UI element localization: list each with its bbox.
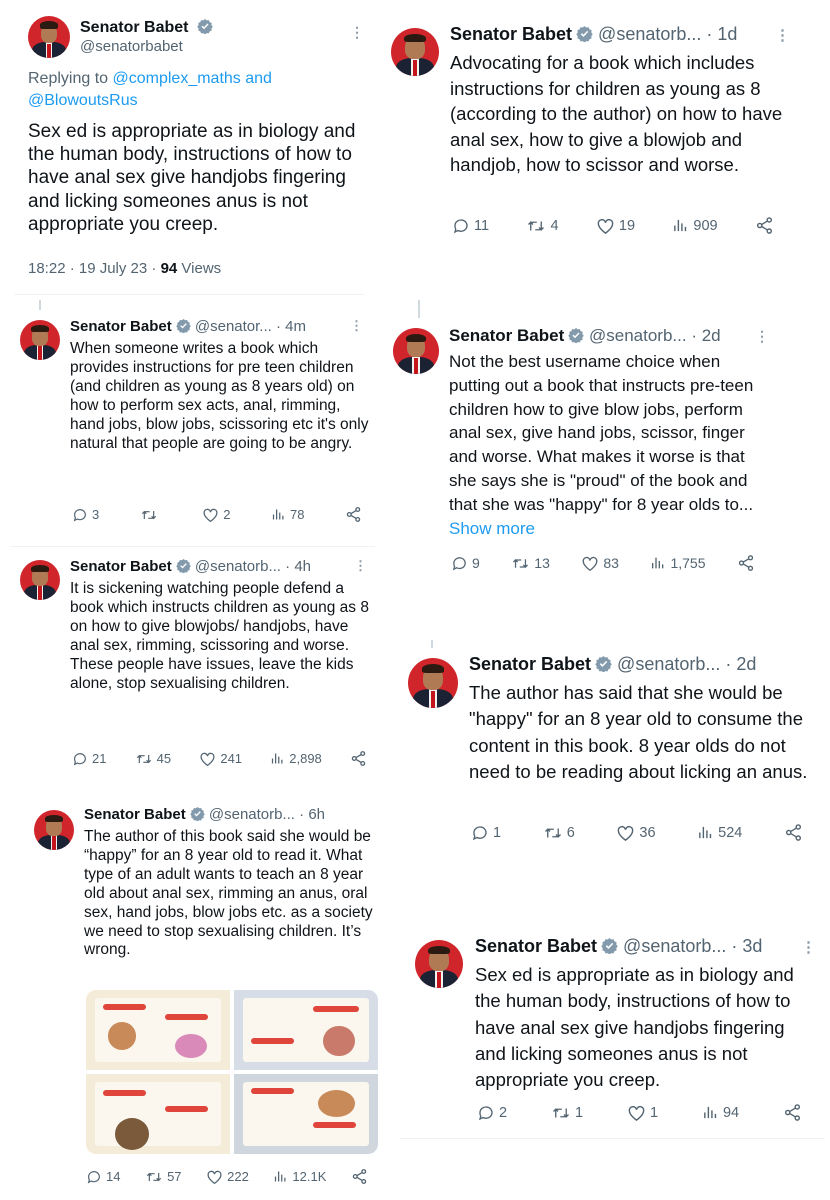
share-icon xyxy=(737,554,755,572)
tweet-text: Sex ed is appropriate as in biology and the human body, instructions of how to have anal sex give handjobs fingering and licking someones anus is not appropriate you creep. xyxy=(475,964,794,1091)
reply-button[interactable] xyxy=(451,555,480,572)
views-icon xyxy=(672,217,689,234)
author-name[interactable]: Senator Babet xyxy=(450,24,573,44)
tweet-time[interactable]: · 4h xyxy=(285,558,312,575)
tweet-card[interactable] xyxy=(385,12,825,252)
like-button[interactable] xyxy=(199,751,242,767)
views-icon xyxy=(697,824,714,841)
like-count: 2 xyxy=(223,507,231,522)
reply-count: 14 xyxy=(106,1169,121,1184)
tweet-time[interactable]: · 2d xyxy=(725,654,757,674)
share-button[interactable] xyxy=(351,1168,368,1185)
view-count: 94 xyxy=(160,260,178,277)
like-button[interactable] xyxy=(581,555,619,572)
author-name[interactable]: Senator Babet xyxy=(475,936,598,956)
verified-badge-icon xyxy=(568,327,584,348)
share-icon xyxy=(350,750,367,767)
like-button[interactable] xyxy=(596,217,635,235)
retweet-icon xyxy=(543,824,563,842)
view-count: 78 xyxy=(290,507,305,522)
retweet-count: 57 xyxy=(167,1169,182,1184)
tweet-time[interactable]: · 4m xyxy=(275,318,306,335)
author-name[interactable]: Senator Babet xyxy=(449,326,565,345)
reply-button[interactable] xyxy=(72,507,99,523)
tweet-actions xyxy=(452,216,774,235)
author-name[interactable]: Senator Babet xyxy=(70,318,172,335)
avatar[interactable] xyxy=(391,28,439,76)
author-name[interactable]: Senator Babet xyxy=(80,19,189,36)
reply-count: 9 xyxy=(472,555,480,571)
avatar[interactable] xyxy=(34,810,74,850)
retweet-icon xyxy=(140,507,158,523)
media-image[interactable] xyxy=(234,1074,378,1154)
reply-count: 3 xyxy=(92,507,100,522)
tweet-text: When someone writes a book which provides instructions for pre teen children (and children as young as 8 years old) on how to perform sex acts, anal, rimming, hand jobs, blow jobs, scissoring etc it's only natural that people are going to be angry. xyxy=(70,340,369,452)
tweet-text: Advocating for a book which includes instructions for children as young as 8 (according to the author) on how to have anal sex, how to give a blowjob and handjob, how to scissor and worse. xyxy=(450,52,783,176)
reply-count: 1 xyxy=(493,824,502,841)
like-count: 222 xyxy=(227,1169,249,1184)
retweet-icon xyxy=(551,1104,571,1122)
tweet-time[interactable]: · 3d xyxy=(731,936,763,956)
views-button[interactable] xyxy=(650,555,705,571)
reply-icon xyxy=(72,507,88,523)
views-icon xyxy=(270,751,285,766)
author-handle[interactable]: @senatorb... xyxy=(194,558,281,575)
share-button[interactable] xyxy=(350,750,367,767)
tweet-card[interactable] xyxy=(10,550,375,775)
heart-icon xyxy=(616,824,635,842)
retweet-icon xyxy=(135,751,153,767)
author-name[interactable]: Senator Babet xyxy=(469,654,592,674)
like-button[interactable] xyxy=(627,1104,658,1122)
share-icon xyxy=(755,216,774,235)
verified-badge-icon xyxy=(576,25,593,47)
tweet-card[interactable] xyxy=(405,930,825,1135)
views-icon xyxy=(273,1169,288,1184)
tweet-text: Sex ed is appropriate as in biology and the human body, instructions of how to have anal sex give handjobs fingering and licking someones anus is not appropriate you creep. xyxy=(28,121,356,235)
heart-icon xyxy=(627,1104,646,1122)
like-button[interactable] xyxy=(202,507,230,523)
more-icon[interactable]: ⋮ xyxy=(775,27,790,44)
verified-badge-icon xyxy=(190,806,205,825)
author-handle[interactable]: @senatorb... xyxy=(588,326,687,345)
reply-icon xyxy=(471,824,489,842)
retweet-button[interactable] xyxy=(526,217,558,235)
tweet-media[interactable] xyxy=(86,990,378,1154)
reply-icon xyxy=(451,555,468,572)
heart-icon xyxy=(199,751,216,767)
tweet-card[interactable] xyxy=(24,800,384,1195)
avatar[interactable] xyxy=(20,320,60,360)
more-icon[interactable]: ⋮ xyxy=(755,328,769,344)
share-icon xyxy=(345,506,362,523)
verified-badge-icon xyxy=(601,937,618,959)
view-count: 2,898 xyxy=(289,751,322,766)
more-icon[interactable]: ⋮ xyxy=(801,939,816,956)
share-button[interactable] xyxy=(783,1103,802,1122)
heart-icon xyxy=(202,507,219,523)
views-icon xyxy=(271,507,286,522)
tweet-time[interactable]: · 1d xyxy=(706,24,738,44)
author-name[interactable]: Senator Babet xyxy=(84,806,186,823)
reply-button[interactable] xyxy=(72,751,106,767)
retweet-icon xyxy=(511,555,530,572)
views-button[interactable] xyxy=(273,1169,326,1184)
share-button[interactable] xyxy=(784,823,803,842)
share-button[interactable] xyxy=(345,506,362,523)
tweet-actions xyxy=(477,1103,802,1122)
share-icon xyxy=(351,1168,368,1185)
author-handle[interactable]: @senatorbabet xyxy=(80,38,183,55)
reply-count: 2 xyxy=(499,1104,508,1121)
tweet-text xyxy=(449,350,774,540)
media-image[interactable] xyxy=(234,990,378,1070)
main-tweet xyxy=(14,6,374,296)
retweet-icon xyxy=(526,217,546,235)
tweet-actions xyxy=(72,506,362,523)
more-icon[interactable]: ⋮ xyxy=(350,24,364,40)
view-count: 12.1K xyxy=(292,1169,327,1184)
view-count: 524 xyxy=(718,824,743,841)
tweet-timestamp xyxy=(28,260,221,277)
author-handle[interactable]: @senatorb... xyxy=(598,24,702,44)
tweet-card[interactable] xyxy=(10,310,375,535)
retweet-button[interactable] xyxy=(543,824,575,842)
reply-button[interactable] xyxy=(471,824,501,842)
retweet-button[interactable] xyxy=(551,1104,583,1122)
like-count: 241 xyxy=(220,751,243,766)
author-handle[interactable]: @senatorb... xyxy=(623,936,727,956)
reply-count: 11 xyxy=(474,217,490,234)
tweet-time[interactable]: · 6h xyxy=(299,806,326,823)
reply-icon xyxy=(72,751,88,767)
more-icon[interactable]: ⋮ xyxy=(350,318,363,333)
retweet-count: 45 xyxy=(156,751,172,766)
verified-badge-icon xyxy=(176,558,191,577)
reply-button[interactable] xyxy=(477,1104,507,1122)
verified-badge-icon xyxy=(595,655,612,677)
view-count: 1,755 xyxy=(670,555,706,571)
author-name[interactable]: Senator Babet xyxy=(70,558,172,575)
avatar[interactable] xyxy=(393,328,439,374)
views-button[interactable] xyxy=(271,507,304,522)
tweet-text: The author has said that she would be "happy" for an 8 year old to consume the content in this book. 8 year olds do not need to be reading about licking an anus. xyxy=(469,682,808,782)
tweet-actions xyxy=(471,823,803,842)
like-count: 1 xyxy=(649,1104,659,1121)
share-button[interactable] xyxy=(737,554,755,572)
media-image[interactable] xyxy=(86,1074,230,1154)
more-icon[interactable]: ⋮ xyxy=(354,558,367,573)
retweet-icon xyxy=(145,1169,163,1185)
tweet-actions xyxy=(86,1168,368,1185)
like-button[interactable] xyxy=(616,824,655,842)
views-button[interactable] xyxy=(270,751,322,766)
show-more-link[interactable]: Show more xyxy=(449,518,535,538)
avatar[interactable] xyxy=(28,16,70,58)
tweet-text: It is sickening watching people defend a book which instructs children as young as 8 on how to give blowjobs/ handjobs, have anal sex, rimming, scissoring and worse. These people have issues, leave the kids alone, stop sexualising children. xyxy=(70,580,369,692)
views-icon xyxy=(702,1104,719,1121)
share-icon xyxy=(783,1103,802,1122)
replying-to xyxy=(28,68,368,113)
avatar[interactable] xyxy=(20,560,60,600)
author-handle[interactable]: @senatorb... xyxy=(208,806,295,823)
views-label: Views xyxy=(177,260,222,277)
media-image[interactable] xyxy=(86,990,230,1070)
tweet-time[interactable]: 18:22 · 19 July 23 · xyxy=(28,260,161,277)
views-icon xyxy=(650,555,666,571)
replying-to-link-2[interactable]: @BlowoutsRus xyxy=(28,92,138,110)
views-button[interactable] xyxy=(697,824,742,841)
retweet-button[interactable] xyxy=(140,507,162,523)
verified-badge-icon xyxy=(176,318,191,337)
reply-icon xyxy=(477,1104,495,1122)
tweet-card[interactable] xyxy=(400,648,825,858)
avatar[interactable] xyxy=(415,940,463,988)
retweet-button[interactable] xyxy=(145,1169,181,1185)
avatar[interactable] xyxy=(408,658,458,708)
retweet-button[interactable] xyxy=(511,555,550,572)
tweet-time[interactable]: · 2d xyxy=(691,326,721,345)
retweet-count: 13 xyxy=(534,555,550,571)
reply-button[interactable] xyxy=(86,1169,120,1185)
like-button[interactable] xyxy=(206,1169,249,1185)
reply-icon xyxy=(452,217,470,235)
heart-icon xyxy=(206,1169,223,1185)
tweet-text-body: Not the best username choice when putting out a book that instructs pre-teen children how to give blow jobs, perform anal sex, give hand jobs, scissor, finger and worse. What makes it worse is that she says she is "proud" of the book and that she was "happy" for 8 year olds to... xyxy=(449,352,754,514)
reply-count: 21 xyxy=(92,751,107,766)
view-count: 909 xyxy=(693,217,718,234)
like-count: 83 xyxy=(603,555,619,571)
retweet-count: 1 xyxy=(574,1104,584,1121)
author-handle[interactable]: @senatorb... xyxy=(617,654,721,674)
tweet-actions xyxy=(451,554,755,572)
heart-icon xyxy=(581,555,599,572)
tweet-actions xyxy=(72,750,367,767)
replying-to-links[interactable]: @complex_maths and xyxy=(112,70,272,87)
tweet-text: The author of this book said she would be “happy” for an 8 year old to read it. What type of an adult wants to teach an 8 year old about anal sex, rimming an anus, oral sex, hand jobs, blow jobs etc. as a society we need to stop sexualising children. It’s wrong. xyxy=(84,828,373,959)
like-count: 36 xyxy=(639,824,656,841)
retweet-button[interactable] xyxy=(135,751,171,767)
replying-to-label: Replying to xyxy=(28,70,109,87)
share-icon xyxy=(784,823,803,842)
retweet-count: 6 xyxy=(566,824,575,841)
view-count: 94 xyxy=(722,1104,740,1121)
heart-icon xyxy=(596,217,615,235)
reply-button[interactable] xyxy=(452,217,489,235)
like-count: 19 xyxy=(618,217,636,234)
reply-icon xyxy=(86,1169,102,1185)
share-button[interactable] xyxy=(755,216,774,235)
author-handle[interactable]: @senator... xyxy=(194,318,272,335)
views-button[interactable] xyxy=(672,217,717,234)
views-button[interactable] xyxy=(702,1104,739,1121)
tweet-card[interactable] xyxy=(385,318,825,588)
retweet-count: 4 xyxy=(550,217,559,234)
verified-badge-icon xyxy=(197,18,213,39)
